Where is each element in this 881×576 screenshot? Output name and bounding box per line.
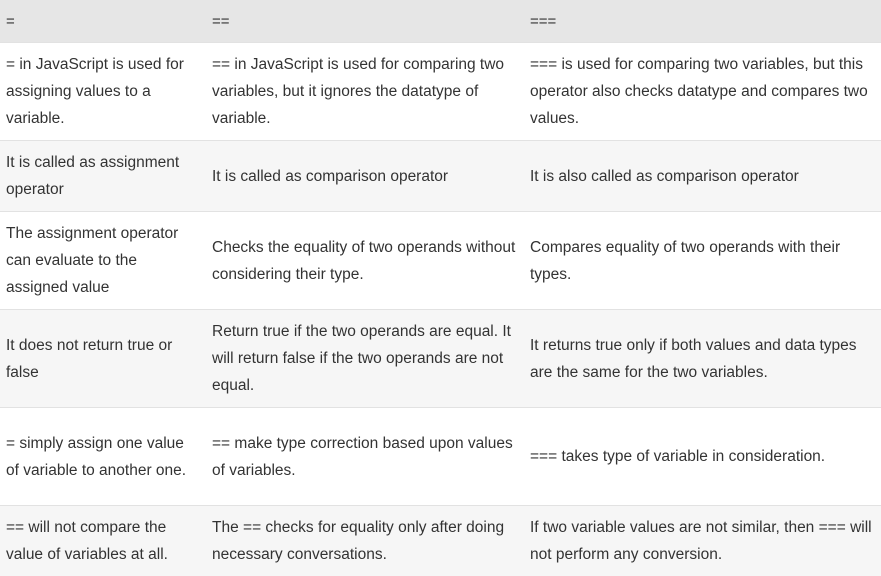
- cell-assignment: The assignment operator can evaluate to the assigned value: [0, 212, 206, 310]
- cell-strict-equality: If two variable values are not similar, then === will not perform any conversion.: [524, 506, 881, 576]
- table-row: [0, 310, 881, 408]
- cell-assignment: = in JavaScript is used for assigning values to a variable.: [0, 43, 206, 141]
- table-row: [0, 43, 881, 141]
- cell-loose-equality: The == checks for equality only after doing necessary conversations.: [206, 506, 524, 576]
- cell-loose-equality: == make type correction based upon values of variables.: [206, 408, 524, 506]
- cell-strict-equality: It returns true only if both values and data types are the same for the two variables.: [524, 310, 881, 408]
- header-strict-equality: ===: [524, 0, 881, 43]
- cell-assignment: = simply assign one value of variable to another one.: [0, 408, 206, 506]
- cell-assignment: It does not return true or false: [0, 310, 206, 408]
- header-row: [0, 0, 881, 43]
- cell-loose-equality: Return true if the two operands are equal. It will return false if the two operands are not equal.: [206, 310, 524, 408]
- cell-strict-equality: It is also called as comparison operator: [524, 141, 881, 212]
- cell-strict-equality: === takes type of variable in consideration.: [524, 408, 881, 506]
- table-row: [0, 212, 881, 310]
- cell-loose-equality: Checks the equality of two operands without considering their type.: [206, 212, 524, 310]
- table-row: [0, 506, 881, 576]
- cell-assignment: == will not compare the value of variables at all.: [0, 506, 206, 576]
- cell-loose-equality: It is called as comparison operator: [206, 141, 524, 212]
- header-loose-equality: ==: [206, 0, 524, 43]
- cell-assignment: It is called as assignment operator: [0, 141, 206, 212]
- table-row: [0, 408, 881, 506]
- table-row: [0, 141, 881, 212]
- cell-loose-equality: == in JavaScript is used for comparing two variables, but it ignores the datatype of variable.: [206, 43, 524, 141]
- table-body: [0, 43, 881, 576]
- header-assignment: =: [0, 0, 206, 43]
- cell-strict-equality: === is used for comparing two variables, but this operator also checks datatype and compares two values.: [524, 43, 881, 141]
- cell-strict-equality: Compares equality of two operands with their types.: [524, 212, 881, 310]
- table-header: [0, 0, 881, 43]
